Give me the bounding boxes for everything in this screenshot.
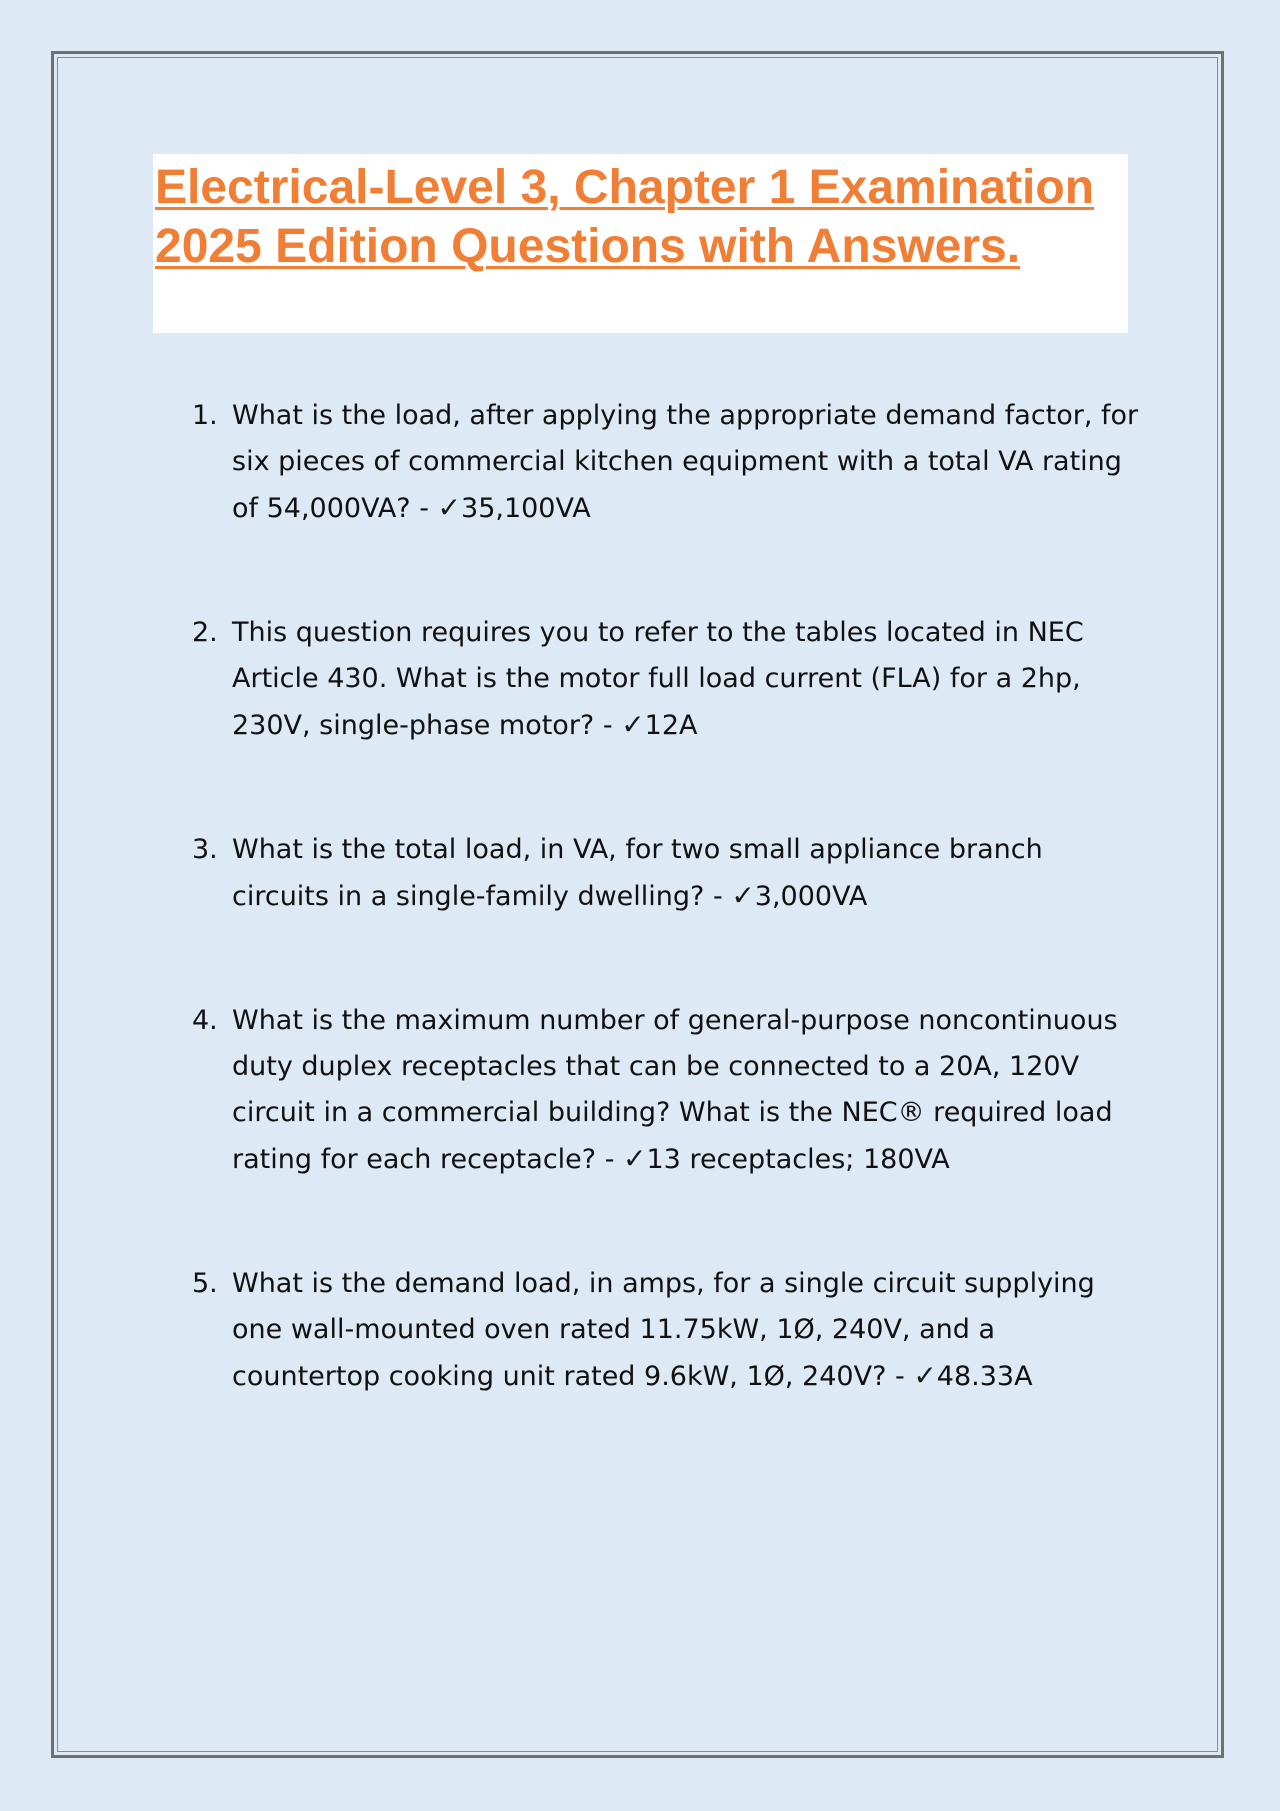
- question-item-5: [192, 1261, 1142, 1400]
- question-number: 2.: [192, 617, 218, 648]
- question-text: This question requires you to refer to the tables located in NEC Article 430. What is the motor full load current (FLA) for a 2hp, 230V, single-phase motor?: [232, 617, 1084, 741]
- question-body: [232, 998, 1142, 1183]
- question-list: [192, 393, 1142, 1400]
- question-number: 1.: [192, 400, 218, 431]
- title-box: [153, 154, 1128, 333]
- question-number: 5.: [192, 1268, 218, 1299]
- question-number: 3.: [192, 834, 218, 865]
- document-title: Electrical-Level 3, Chapter 1 Examination 2025 Edition Questions with Answers.: [155, 161, 1095, 273]
- question-text: What is the total load, in VA, for two small appliance branch circuits in a single-family dwelling?: [232, 834, 1043, 912]
- question-body: [232, 1261, 1142, 1400]
- question-body: [232, 610, 1142, 749]
- checkmark-icon: ✓: [437, 491, 462, 524]
- answer-separator: -: [886, 1361, 914, 1392]
- question-number: 4.: [192, 1005, 218, 1036]
- question-text: What is the load, after applying the appropriate demand factor, for six pieces of commercial kitchen equipment with a total VA rating of 54,000VA?: [232, 400, 1139, 524]
- answer-text: 48.33A: [936, 1361, 1033, 1392]
- answer-text: 13 receptacles; 180VA: [646, 1144, 950, 1175]
- question-text: What is the demand load, in amps, for a single circuit supplying one wall-mounted oven rated 11.75kW, 1Ø, 240V, and a countertop cooking unit rated 9.6kW, 1Ø, 240V?: [232, 1268, 1095, 1392]
- answer-separator: -: [596, 1144, 624, 1175]
- checkmark-icon: ✓: [913, 1359, 937, 1392]
- question-item-3: [192, 827, 1142, 920]
- question-body: [232, 393, 1142, 532]
- answer-text: 12A: [644, 710, 698, 741]
- answer-separator: -: [594, 710, 622, 741]
- answer-text: 35,100VA: [461, 493, 591, 524]
- answer-separator: -: [410, 493, 438, 524]
- answer-text: 3,000VA: [754, 881, 868, 912]
- question-item-4: [192, 998, 1142, 1183]
- checkmark-icon: ✓: [731, 879, 755, 912]
- checkmark-icon: ✓: [623, 1142, 647, 1175]
- checkmark-icon: ✓: [621, 708, 645, 741]
- question-text: What is the maximum number of general-purpose noncontinuous duty duplex receptacles that can be connected to a 20A, 120V circuit in a commercial building? What is the NEC® required load rating for each receptacle?: [232, 1005, 1118, 1175]
- question-item-2: [192, 610, 1142, 749]
- answer-separator: -: [704, 881, 732, 912]
- question-item-1: [192, 393, 1142, 532]
- question-body: [232, 827, 1142, 920]
